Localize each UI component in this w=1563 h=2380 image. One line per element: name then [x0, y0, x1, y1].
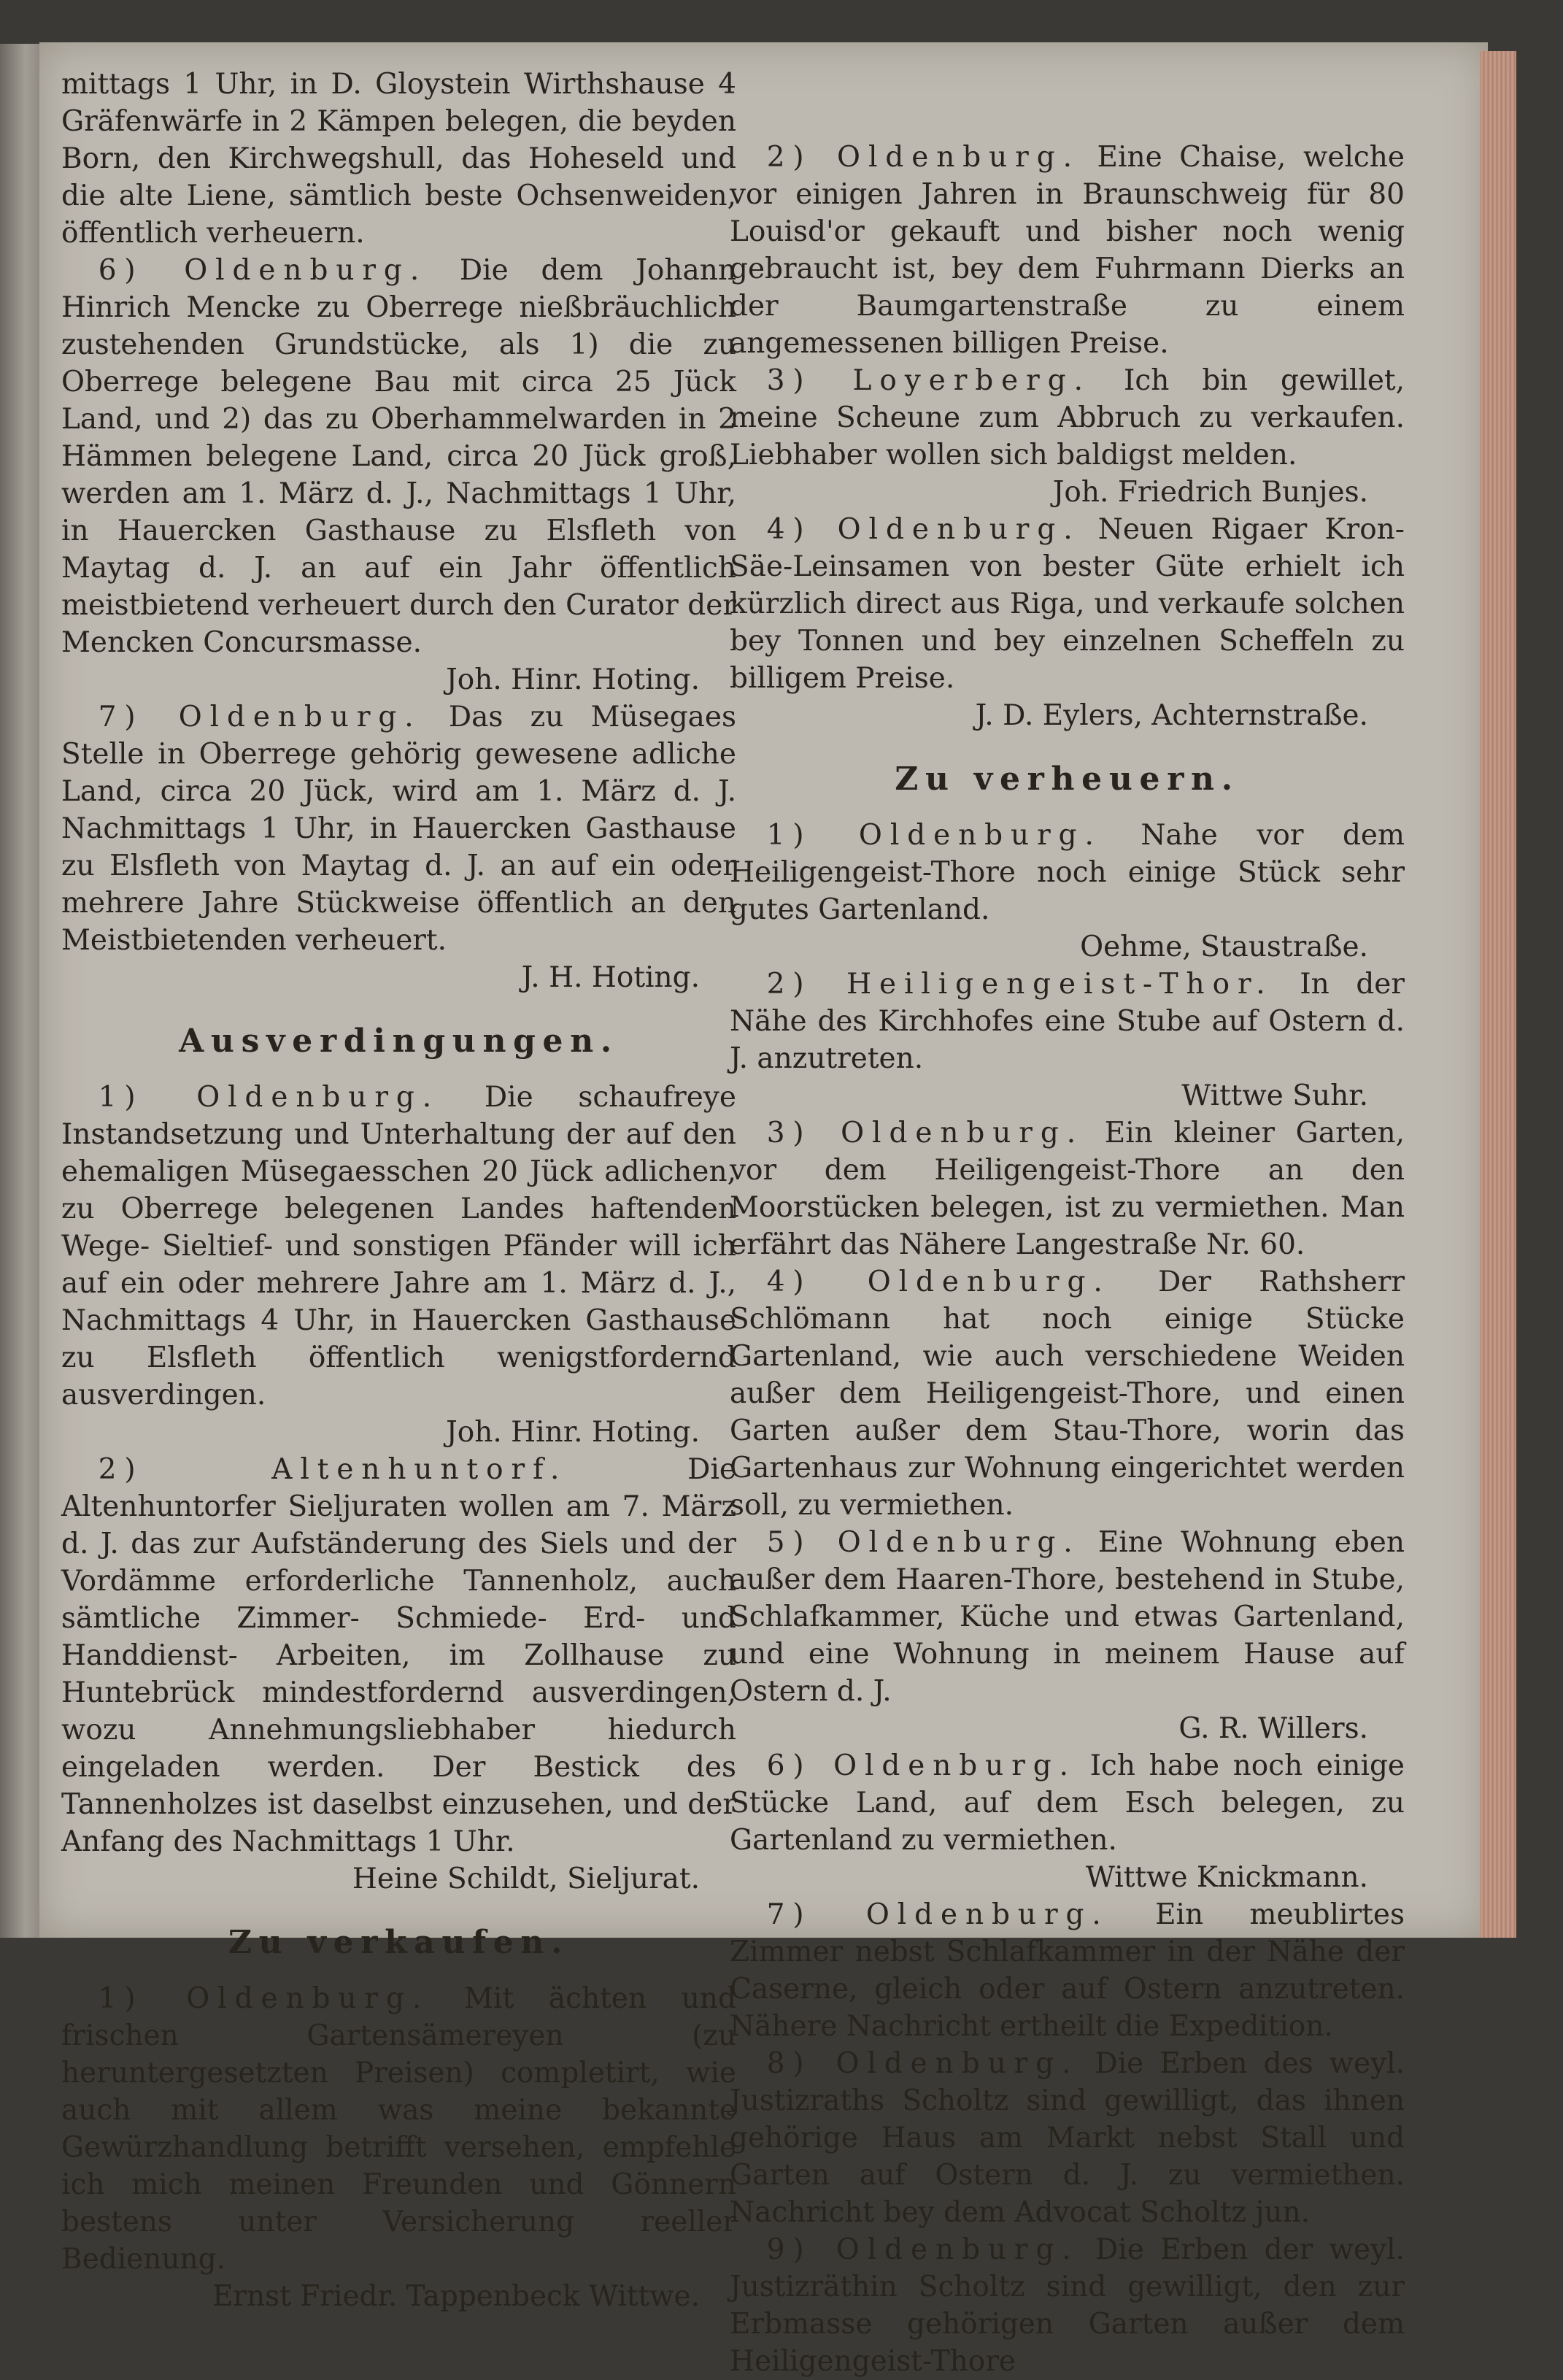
book-gutter — [0, 44, 42, 1938]
verheuer-item-2 — [730, 966, 1405, 1077]
right-column — [730, 139, 1405, 2380]
place-name: 3) Loyerberg. — [766, 364, 1091, 397]
verheuer-item-6 — [730, 1747, 1405, 1859]
notice-item-6 — [61, 252, 736, 661]
verkauf-item-4 — [730, 511, 1405, 697]
signature: Ernst Friedr. Tappenbeck Wittwe. — [212, 2280, 700, 2313]
notice-text: Mit ächten und frischen Gartensämereyen (zu heruntergesetzten Preisen) completirt, wie auch mit allem was meine bekannte Gewürzhandlung betrifft versehen, empfehle ich mich meinen Freunden und Gönnern bestens unter Versicherung reeller Bedienung. — [61, 1982, 736, 2276]
signature: Joh. Hinr. Hoting. — [446, 663, 700, 696]
place-name: 4) Oldenburg. — [766, 513, 1081, 546]
verheuer-item-8 — [730, 2045, 1405, 2231]
signature: J. H. Hoting. — [521, 961, 700, 994]
signature: J. D. Eylers, Achternstraße. — [975, 699, 1368, 732]
ausverdingung-item-1 — [61, 1079, 736, 1414]
place-name: 6) Oldenburg. — [766, 1749, 1076, 1782]
notice-text: Ein meublirtes Zimmer nebst Schlafkammer in der Nähe der Caserne, gleich oder auf Ostern anzutreten. Nähere Nachricht ertheilt die Expedition. — [730, 1898, 1405, 2043]
notice-text: In der Nähe des Kirchhofes eine Stube auf Ostern d. J. anzutreten. — [730, 968, 1405, 1075]
verheuer-item-5 — [730, 1524, 1405, 1710]
signature: Wittwe Suhr. — [1181, 1079, 1368, 1112]
verheuer-item-4 — [730, 1263, 1405, 1524]
notice-text: Nahe vor dem Heiligengeist-Thore noch einige Stück sehr gutes Gartenland. — [730, 819, 1405, 926]
place-name: 2) Oldenburg. — [766, 141, 1080, 174]
notice-text: Das zu Müsegaes Stelle in Oberrege gehörig gewesene adliche Land, circa 20 Jück, wird am 1. März d. J. Nachmittags 1 Uhr, in Hauercken Gasthause zu Elsfleth von Maytag d. J. an auf ein oder mehrere Jahre Stückweise öffentlich an den Meistbietenden verheuert. — [61, 701, 737, 957]
place-name: 6) Oldenburg. — [98, 254, 428, 287]
notice-text: Die Erben des weyl. Justizraths Scholtz sind gewilligt, das ihnen gehörige Haus am Markt nebst Stall und Garten auf Ostern d. J. zu vermiethen. Nachricht bey dem Advocat Scholtz jun. — [730, 2047, 1405, 2229]
place-name: 5) Oldenburg. — [766, 1526, 1081, 1559]
notice-text: Ein kleiner Garten, vor dem Heiligengeist-Thore an den Moorstücken belegen, ist zu vermiethen. Man erfährt das Nähere Langestraße Nr. 60. — [730, 1117, 1405, 1261]
signature: Joh. Hinr. Hoting. — [446, 1416, 700, 1449]
opening-paragraph: mittags 1 Uhr, in D. Gloystein Wirthshause 4 Gräfenwärfe in 2 Kämpen belegen, die beyden Born, den Kirchwegshull, das Hoheseld und die alte Liene, sämtlich beste Ochsenweiden, öffentlich verheuern. — [61, 68, 736, 250]
left-column — [61, 66, 736, 2315]
place-name: 4) Oldenburg. — [766, 1266, 1111, 1298]
place-name: 9) Oldenburg. — [766, 2233, 1079, 2266]
notice-text: Die dem Johann Hinrich Mencke zu Oberrege nießbräuchlich zustehenden Grundstücke, als 1) die zu Oberrege belegene Bau mit circa 25 Jück Land, und 2) das zu Oberhammelwarden in 2 Hämmen belegene Land, circa 20 Jück groß, werden am 1. März d. J., Nachmittags 1 Uhr, in Hauercken Gasthause zu Elsfleth von Maytag d. J. an auf ein Jahr öffentlich meistbietend verheuert durch den Curator der Mencken Concursmasse. — [61, 254, 736, 659]
place-name: 8) Oldenburg. — [766, 2047, 1079, 2080]
notice-text: Der Rathsherr Schlömann hat noch einige Stücke Gartenland, wie auch verschiedene Weiden außer dem Heiligengeist-Thore, und einen Garten außer dem Stau-Thore, worin das Gartenhaus zur Wohnung eingerichtet werden soll, zu vermiethen. — [730, 1266, 1405, 1522]
notice-text: Ich bin gewillet, meine Scheune zum Abbruch zu verkaufen. Liebhaber wollen sich baldigst melden. — [730, 364, 1405, 471]
place-name: 1) Oldenburg. — [98, 1081, 440, 1114]
place-name: 2) Heiligengeist-Thor. — [766, 968, 1273, 1001]
section-heading-verkaufen: Zu verkaufen. — [228, 1924, 570, 1961]
verkauf-item-2 — [730, 139, 1405, 362]
place-name: 2) Altenhuntorf. — [98, 1453, 568, 1486]
verheuer-item-9 — [730, 2231, 1405, 2380]
notice-text: Die Altenhuntorfer Sieljuraten wollen am 7. März d. J. das zur Aufständerung des Siels und der Vordämme erforderliche Tannenholz, auch sämtliche Zimmer- Schmiede- Erd- und Handdienst- Arbeiten, im Zollhause zu Huntebrück mindestfordernd ausverdingen, wozu Annehmungsliebhaber hiedurch eingeladen werden. Der Bestick des Tannenholzes ist daselbst einzusehen, und der Anfang des Nachmittags 1 Uhr. — [61, 1453, 736, 1858]
notice-text: Neuen Rigaer Kron-Säe-Leinsamen von bester Güte erhielt ich kürzlich direct aus Riga, und verkaufe solchen bey Tonnen und bey einzelnen Scheffeln zu billigem Preise. — [730, 513, 1405, 695]
notice-text: Eine Chaise, welche vor einigen Jahren in Braunschweig für 80 Louisd'or gekauft und bisher noch wenig gebraucht ist, bey dem Fuhrmann Dierks an der Baumgartenstraße zu einem angemessenen billigen Preise. — [730, 141, 1405, 360]
notice-text: Eine Wohnung eben außer dem Haaren-Thore, bestehend in Stube, Schlafkammer, Küche und etwas Gartenland, und eine Wohnung in meinem Hause auf Ostern d. J. — [730, 1526, 1405, 1708]
verkauf-item-3 — [730, 362, 1405, 474]
page-edges — [1480, 51, 1516, 1938]
notice-item-7 — [61, 698, 736, 959]
place-name: 7) Oldenburg. — [98, 701, 422, 733]
signature: Oehme, Staustraße. — [1080, 931, 1368, 963]
place-name: 1) Oldenburg. — [98, 1982, 430, 2015]
place-name: 7) Oldenburg. — [766, 1898, 1109, 1931]
place-name: 3) Oldenburg. — [766, 1117, 1084, 1149]
signature: Wittwe Knickmann. — [1085, 1861, 1368, 1894]
verheuer-item-7 — [730, 1896, 1405, 2045]
ausverdingung-item-2 — [61, 1451, 736, 1860]
verheuer-item-3 — [730, 1114, 1405, 1263]
signature: G. R. Willers. — [1178, 1712, 1368, 1745]
signature: Heine Schildt, Sieljurat. — [352, 1863, 700, 1895]
place-name: 1) Oldenburg. — [766, 819, 1102, 852]
section-heading-verheuern: Zu verheuern. — [895, 760, 1240, 798]
notice-text: Ich habe noch einige Stücke Land, auf dem Esch belegen, zu Gartenland zu vermiethen. — [730, 1749, 1405, 1857]
notice-text: Die Erben der weyl. Justizräthin Scholtz sind gewilligt, den zur Erbmasse gehörigen Garten außer dem Heiligengeist-Thore — [730, 2233, 1405, 2378]
section-heading-ausverdingungen: Ausverdingungen. — [179, 1023, 619, 1060]
verheuer-item-1 — [730, 817, 1405, 928]
notice-text: Die schaufreye Instandsetzung und Unterhaltung der auf den ehemaligen Müsegaesschen 20 Jück adlichen, zu Oberrege belegenen Landes haftenden Wege- Sieltief- und sonstigen Pfänder will ich auf ein oder mehrere Jahre am 1. März d. J., Nachmittags 4 Uhr, in Hauercken Gasthause zu Elsfleth öffentlich wenigstfordernd ausverdingen. — [61, 1081, 736, 1412]
verkauf-item-1 — [61, 1980, 736, 2278]
signature: Joh. Friedrich Bunjes. — [1052, 476, 1368, 509]
